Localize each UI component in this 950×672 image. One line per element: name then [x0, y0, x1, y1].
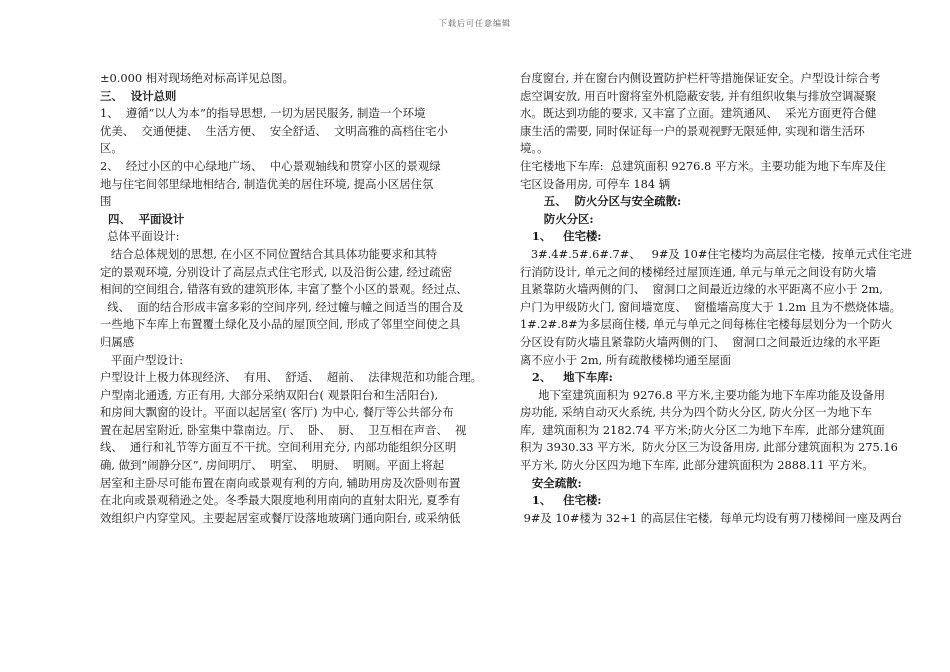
- text-line: 优美、 交通便捷、 生活方便、 安全舒适、 文明高雅的高档住宅小: [100, 123, 448, 138]
- text-line: 境。。: [520, 141, 549, 156]
- text-line: 宅区设备用房, 可停车 184 辆: [520, 176, 671, 191]
- section-heading: 三、 设计总则: [100, 88, 177, 103]
- text-line: 总体平面设计:: [100, 229, 180, 244]
- text-line: 置在起居室附近, 卧室集中靠南边。厅、 卧、 厨、 卫互相在声音、 视: [100, 422, 467, 437]
- section-heading: 安全疏散:: [520, 475, 582, 490]
- left-column: [100, 70, 498, 527]
- text-line: 户型南北通透, 方正有用, 大部分采纳双阳台( 观景阳台和生活阳台),: [100, 387, 439, 402]
- text-line: 3#.4#.5#.6#.7#、 9#及 10#住宅楼均为高层住宅楼, 按单元式住宅进: [520, 246, 912, 261]
- text-line: 地与住宅间邻里绿地相结合, 制造优美的居住环境, 提高小区居住氛: [100, 176, 434, 191]
- text-line: 线、 面的结合形成丰富多彩的空间序列, 经过幢与幢之间适当的围合及: [100, 299, 464, 314]
- text-line: 9#及 10#楼为 32+1 的高层住宅楼, 每单元均设有剪刀楼梯间一座及两台: [520, 510, 903, 525]
- section-heading: 1、 住宅楼:: [520, 493, 602, 508]
- text-line: 平面户型设计:: [100, 352, 184, 367]
- text-line: 居室和主卧尽可能布置在南向或景观有利的方向, 辅助用房及次卧则布置: [100, 475, 461, 490]
- page-header-note: 下载后可任意编辑: [439, 19, 511, 28]
- text-line: 虑空调安放, 用百叶窗将室外机隐蔽安装, 并有组织收集与排放空调凝聚: [520, 88, 877, 103]
- text-line: 康生活的需要, 同时保证每一户的景观视野无限延伸, 实现和谐生活环: [520, 123, 865, 138]
- text-line: 结合总体规划的思想, 在小区不同位置结合其具体功能要求和其特: [100, 246, 438, 261]
- section-heading: 防火分区:: [520, 211, 594, 226]
- text-line: 2、 经过小区的中心绿地广场、 中心景观轴线和贯穿小区的景观绿: [100, 158, 441, 173]
- text-line: 区。: [100, 141, 123, 156]
- text-line: 效组织户内穿堂风。主要起居室或餐厅设落地玻璃门通向阳台, 或采纳低: [100, 510, 461, 525]
- section-heading: 五、 防火分区与安全疏散:: [520, 194, 682, 209]
- text-line: 且紧靠防火墙两侧的门、 窗洞口之间最近边缘的水平距离不应小于 2m,: [520, 282, 883, 297]
- text-line: 和房间大飘窗的设计。平面以起居室( 客厅) 为中心, 餐厅等公共部分布: [100, 405, 454, 420]
- text-line: 台度窗台, 并在窗台内侧设置防护栏杆等措施保证安全。户型设计综合考: [520, 71, 881, 85]
- text-line: 一些地下车库上布置覆土绿化及小品的屋顶空间, 形成了邻里空间使之具: [100, 317, 461, 332]
- text-line: 1、 遵循”以人为本”的指导思想, 一切为居民服务, 制造一个环境: [100, 106, 426, 121]
- text-line: 住宅楼地下车库: 总建筑面积 9276.8 平方米。主要功能为地下车库及住: [520, 158, 886, 173]
- text-line: 户门为甲级防火门, 窗间墙宽度、 窗槛墙高度大于 1.2m 且为不燃烧体墙。: [520, 299, 901, 314]
- text-line: 在北向或景观稍逊之处。冬季最大限度地利用南向的直射太阳光, 夏季有: [100, 493, 461, 508]
- text-line: 归属感: [100, 334, 135, 349]
- text-line: 积为 3930.33 平方米, 防火分区三为设备用房, 此部分建筑面积为 275.16: [520, 440, 898, 455]
- section-heading: 四、 平面设计: [100, 211, 185, 226]
- text-line: 库, 建筑面积为 2182.74 平方米;防火分区二为地下车库, 此部分建筑面: [520, 422, 885, 437]
- right-column: [520, 70, 918, 527]
- text-line: 分区设有防火墙且紧靠防火墙两侧的门、 窗洞口之间最近边缘的水平距: [520, 334, 881, 349]
- text-line: 线、 通行和礼节等方面互不干扰。空间利用充分, 内部功能组织分区明: [100, 440, 457, 455]
- text-line: 1#.2#.8#为多层商住楼, 单元与单元之间每栋住宅楼每层划分为一个防火: [520, 317, 893, 332]
- text-line: 围: [100, 194, 112, 209]
- text-line: 平方米, 防火分区四为地下车库, 此部分建筑面积为 2888.11 平方米。: [520, 458, 874, 473]
- text-line: 定的景观环境, 分别设计了高层点式住宅形式, 以及沿街公建, 经过疏密: [100, 264, 453, 279]
- text-line: ±0.000 相对现场绝对标高详见总图。: [100, 71, 294, 85]
- text-line: 相间的空间组合, 错落有致的建筑形体, 丰富了整个小区的景观。经过点、: [100, 282, 468, 297]
- text-line: 地下室建筑面积为 9276.8 平方米,主要功能为地下车库功能及设备用: [520, 387, 885, 402]
- text-line: 房功能, 采纳自动灭火系统, 共分为四个防火分区, 防火分区一为地下车: [520, 405, 873, 420]
- text-line: 确, 做到”闹静分区”, 房间明厅、 明室、 明厨、 明厕。平面上将起: [100, 458, 445, 473]
- text-line: 行消防设计, 单元之间的楼梯经过屋顶连通, 单元与单元之间设有防火墙: [520, 264, 877, 279]
- text-line: 离不应小于 2m, 所有疏散楼梯均通至屋面: [520, 352, 732, 367]
- section-heading: 2、 地下车库:: [520, 370, 613, 385]
- section-heading: 1、 住宅楼:: [520, 229, 602, 244]
- text-line: 户型设计上极力体现经济、 有用、 舒适、 超前、 法律规范和功能合理。: [100, 370, 483, 385]
- text-line: 水。既达到功能的要求, 又丰富了立面。建筑通风、 采光方面更符合健: [520, 106, 877, 121]
